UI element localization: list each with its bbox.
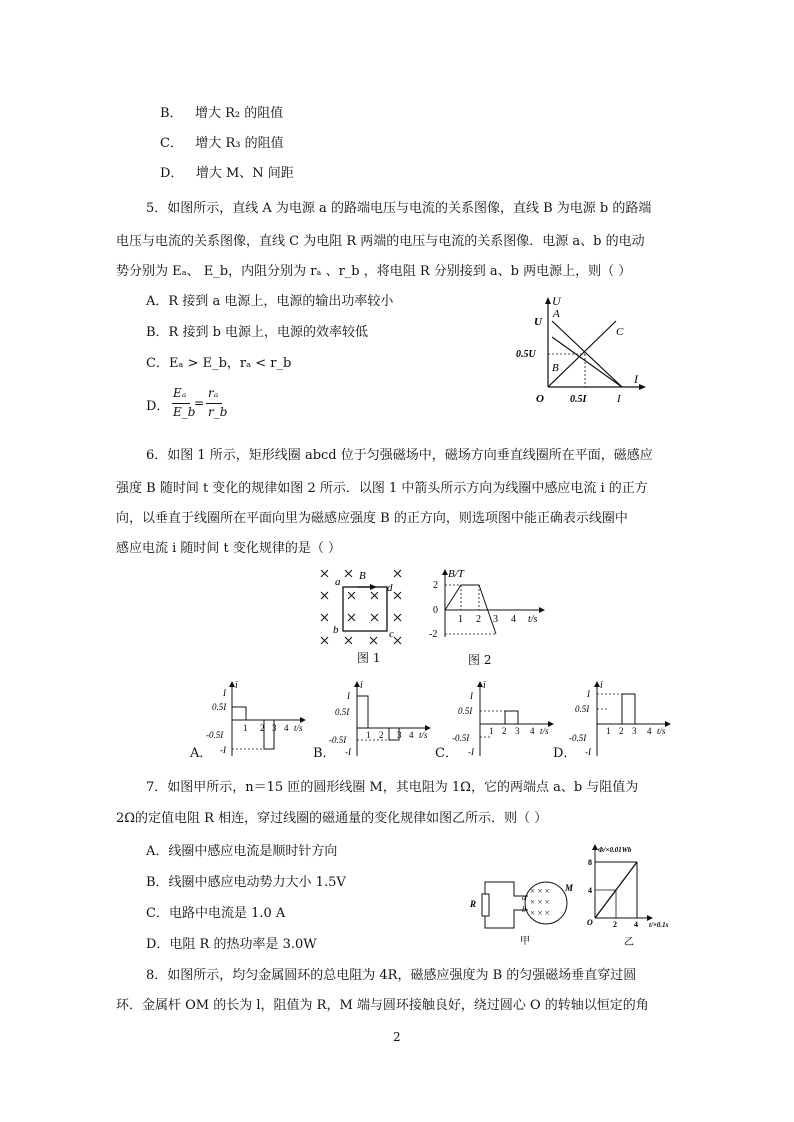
q4-option-b: B． 增大 R₂ 的阻值 bbox=[160, 106, 284, 121]
choice-a-tick-half: 0.5I bbox=[212, 702, 227, 712]
frac-right-numerator: rₐ bbox=[208, 386, 219, 400]
choice-a-x-3: 3 bbox=[272, 723, 277, 733]
choice-c-tick-negi: -I bbox=[468, 747, 474, 757]
q5-option-d-letter: D． bbox=[146, 399, 170, 414]
fig2-y-tick-2: 2 bbox=[433, 580, 438, 591]
q5-option-d-fraction bbox=[170, 386, 230, 430]
corner-b: b bbox=[333, 624, 339, 636]
q6-choice-a-graph bbox=[206, 680, 310, 760]
yi-x-label: t/×0.1s bbox=[649, 921, 669, 929]
frac-left-denominator: E_b bbox=[173, 405, 196, 419]
choice-b-tick-neghalf: -0.5I bbox=[329, 735, 347, 745]
q7-stem-line-1: 7．如图甲所示，n＝15 匝的圆形线圈 M，其电阻为 1Ω，它的两端点 a、b 与阻值为 bbox=[146, 780, 639, 795]
frac-left-numerator: Eₐ bbox=[173, 386, 187, 400]
choice-c-x-3: 3 bbox=[515, 726, 520, 736]
choice-d-tick-neghalf: -0.5I bbox=[569, 733, 587, 743]
q6-choice-c-graph bbox=[452, 680, 558, 760]
q7-stem-line-2: 2Ω的定值电阻 R 相连，穿过线圈的磁通量的变化规律如图乙所示．则（ ） bbox=[116, 811, 548, 826]
line-label-b: B bbox=[552, 362, 559, 374]
choice-b-y-label: i bbox=[360, 680, 363, 691]
svg-text:× × ×: × × × bbox=[530, 886, 550, 896]
yi-origin: O bbox=[587, 918, 593, 927]
q8-stem-line-1: 8．如图所示，均匀金属圆环的总电阻为 4R，磁感应强度为 B 的匀强磁场垂直穿过圆 bbox=[146, 968, 637, 983]
svg-text:× × ×: × × × bbox=[530, 908, 550, 918]
frac-equals: = bbox=[194, 396, 205, 410]
q5-option-a: A．R 接到 a 电源上，电源的输出功率较小 bbox=[146, 294, 394, 309]
choice-b-x-4: 4 bbox=[409, 730, 414, 740]
q6-stem-line-1: 6．如图 1 所示，矩形线圈 abcd 位于匀强磁场中，磁场方向垂直线圈所在平面，磁感应 bbox=[146, 448, 653, 463]
q7-option-b: B．线圈中感应电动势力大小 1.5V bbox=[146, 875, 346, 890]
yi-y-tick-8: 8 bbox=[588, 858, 592, 867]
corner-a: a bbox=[335, 576, 341, 588]
yi-y-label: Φ/×0.01Wb bbox=[598, 846, 632, 854]
q4-option-c: C． 增大 R₃ 的阻值 bbox=[160, 136, 284, 151]
frac-right-denominator: r_b bbox=[208, 405, 228, 419]
choice-d-x-1: 1 bbox=[606, 726, 611, 736]
choice-d-tick-negi: -I bbox=[585, 747, 591, 757]
axis-label-u: U bbox=[552, 294, 561, 308]
choice-c-x-4: 4 bbox=[530, 726, 535, 736]
fig2-x-tick-2: 2 bbox=[476, 614, 481, 625]
jia-point-a: a bbox=[522, 893, 526, 902]
x-tick-i: I bbox=[617, 393, 621, 405]
q6-stem-line-3: 向，以垂直于线圈所在平面向里为磁感应强度 B 的正方向，则选项图中能正确表示线圈中 bbox=[116, 511, 628, 526]
y-tick-half-u: 0.5U bbox=[516, 349, 536, 360]
choice-a-x-label: t/s bbox=[294, 723, 303, 733]
choice-c-tick-half: 0.5I bbox=[458, 706, 473, 716]
choice-d-x-2: 2 bbox=[619, 726, 624, 736]
choice-a-x-4: 4 bbox=[284, 723, 289, 733]
choice-c-tick-neghalf: -0.5I bbox=[452, 733, 470, 743]
choice-d-tick-i: I bbox=[587, 689, 590, 699]
choice-a-x-2: 2 bbox=[260, 723, 265, 733]
choice-d-y-label: i bbox=[600, 680, 603, 691]
q5-option-c: C．Eₐ > E_b，rₐ < r_b bbox=[146, 356, 292, 371]
fig2-x-label: t/s bbox=[528, 614, 538, 625]
choice-b-tick-i: I bbox=[347, 691, 350, 701]
choice-b-x-1: 1 bbox=[366, 730, 371, 740]
corner-c: c bbox=[389, 628, 394, 640]
choice-c-tick-i: I bbox=[470, 691, 473, 701]
jia-caption: 甲 bbox=[520, 936, 530, 947]
q5-ui-graph bbox=[516, 294, 650, 405]
choice-a-x-1: 1 bbox=[243, 723, 248, 733]
choice-c-x-label: t/s bbox=[540, 726, 549, 736]
q6-stem-line-4: 感应电流 i 随时间 t 变化规律的是（ ） bbox=[116, 541, 342, 556]
choice-d-tick-half: 0.5I bbox=[575, 704, 590, 714]
q8-stem-line-2: 环．金属杆 OM 的长为 l，阻值为 R，M 端与圆环接触良好，绕过圆心 O 的转轴以恒定的角 bbox=[116, 998, 649, 1013]
choice-b-x-3: 3 bbox=[397, 730, 402, 740]
corner-d: d bbox=[387, 582, 393, 594]
field-label-b: B bbox=[359, 570, 366, 582]
frac-left-bar bbox=[172, 403, 190, 404]
q5-stem-line-1: 5．如图所示，直线 A 为电源 a 的路端电压与电流的关系图像，直线 B 为电源 b 的路端 bbox=[146, 201, 652, 216]
q6-choice-b-graph bbox=[329, 680, 435, 760]
q6-choice-d-letter: D． bbox=[553, 746, 577, 761]
q7-option-d: D．电阻 R 的热功率是 3.0W bbox=[146, 937, 317, 952]
q6-choice-c-letter: C． bbox=[435, 746, 458, 761]
q7-figure-jia bbox=[468, 858, 583, 948]
svg-text:× × ×: × × × bbox=[530, 897, 550, 907]
choice-c-x-2: 2 bbox=[502, 726, 507, 736]
q6-choice-d-graph bbox=[569, 680, 675, 760]
yi-y-tick-4: 4 bbox=[588, 886, 592, 895]
choice-b-tick-half: 0.5I bbox=[335, 707, 350, 717]
q6-choice-a-letter: A． bbox=[190, 746, 213, 761]
yi-caption: 乙 bbox=[624, 937, 634, 948]
choice-a-y-label: i bbox=[235, 680, 238, 691]
fig2-x-tick-3: 3 bbox=[493, 614, 498, 625]
line-label-a: A bbox=[553, 308, 560, 320]
q5-option-b: B．R 接到 b 电源上，电源的效率较低 bbox=[146, 325, 369, 340]
jia-coil-label: M bbox=[565, 883, 574, 893]
jia-point-b: b bbox=[522, 905, 526, 914]
origin-label: O bbox=[536, 393, 544, 405]
q7-option-a: A．线圈中感应电流是顺时针方向 bbox=[146, 844, 338, 859]
choice-a-tick-neghalf: -0.5I bbox=[206, 730, 224, 740]
choice-b-tick-negi: -I bbox=[345, 747, 351, 757]
q5-stem-line-3: 势分别为 Eₐ、 E_b，内阻分别为 rₐ 、r_b ，将电阻 R 分别接到 a、b 两电源上，则（ ） bbox=[116, 264, 632, 279]
q4-option-d: D． 增大 M、N 间距 bbox=[160, 166, 294, 181]
choice-b-x-2: 2 bbox=[379, 730, 384, 740]
choice-a-tick-i: I bbox=[223, 688, 226, 698]
q6-figure-2-caption: 图 2 bbox=[468, 653, 492, 667]
choice-c-y-label: i bbox=[483, 680, 486, 691]
q6-stem-line-2: 强度 B 随时间 t 变化的规律如图 2 所示．以图 1 中箭头所示方向为线圈中感应电流 i 的正方 bbox=[116, 481, 648, 496]
choice-b-x-label: t/s bbox=[419, 730, 428, 740]
choice-d-x-3: 3 bbox=[632, 726, 637, 736]
line-label-c: C bbox=[616, 326, 624, 338]
frac-right-bar bbox=[206, 403, 222, 404]
x-tick-half-i: 0.5I bbox=[570, 394, 587, 405]
y-tick-u: U bbox=[534, 316, 542, 328]
choice-a-tick-negi: -I bbox=[220, 745, 226, 755]
choice-c-x-1: 1 bbox=[489, 726, 494, 736]
q7-option-c: C．电路中电流是 1.0 A bbox=[146, 906, 286, 921]
jia-resistor-label: R bbox=[470, 899, 477, 909]
fig2-x-tick-4: 4 bbox=[511, 614, 516, 625]
fig2-x-tick-1: 1 bbox=[458, 614, 463, 625]
q5-stem-line-2: 电压与电流的关系图像，直线 C 为电阻 R 两端的电压与电流的关系图像．电源 a、b 的电动 bbox=[116, 234, 645, 249]
q6-figure-1-caption: 图 1 bbox=[357, 651, 381, 665]
fig2-y-tick-neg2: -2 bbox=[429, 629, 438, 640]
q6-choice-b-letter: B． bbox=[313, 746, 336, 761]
yi-x-tick-2: 2 bbox=[613, 920, 617, 929]
q7-figure-yi bbox=[583, 840, 683, 950]
choice-d-x-label: t/s bbox=[657, 726, 666, 736]
fig2-y-tick-0: 0 bbox=[433, 605, 438, 616]
yi-x-tick-4: 4 bbox=[634, 920, 638, 929]
choice-d-x-4: 4 bbox=[647, 726, 652, 736]
q6-figure-2 bbox=[425, 565, 555, 645]
page-number: 2 bbox=[393, 1030, 401, 1044]
fig2-y-label: B/T bbox=[448, 568, 464, 580]
axis-label-i: I bbox=[634, 372, 638, 386]
